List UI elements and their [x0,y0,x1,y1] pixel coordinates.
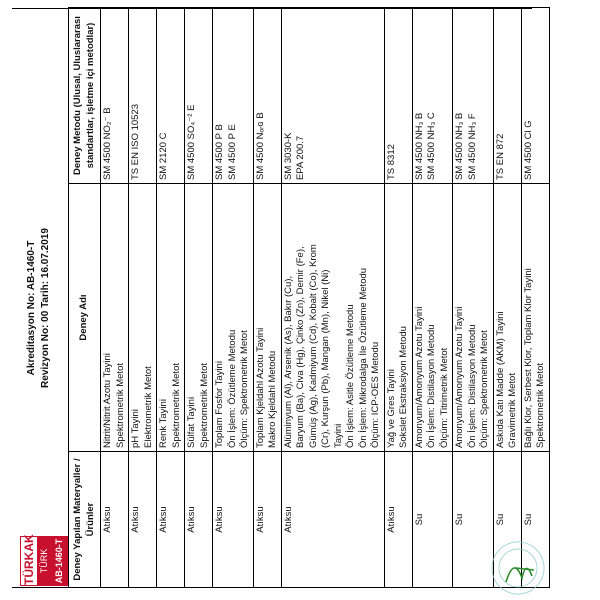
test-name-line: Ölçüm: Titrimetrik Metot [438,347,450,448]
test-name-line: Ön İşlem: Distilasyon Metodu [426,324,437,448]
test-method-line: SM 4500 NH₃ C [426,112,437,180]
table-row [281,8,384,588]
test-method-line: TS EN ISO 10523 [130,103,141,180]
test-name-cell [281,184,384,452]
table-row [213,8,254,588]
test-method-cell [412,8,453,184]
column-header-test-method: Deney Metodu (Ulusal, Uluslararası standartlar, işletme içi metodlar) [69,8,101,184]
test-name-line: Spektrometrik Metot [198,363,210,448]
test-name-line: Amonyum/Amonyum Azotu Tayini [454,306,465,448]
logo-brand-text: TÜRKAK [22,534,36,585]
test-name-line: Nitrit/Nitrit Azotu Tayini [102,353,113,448]
test-name-line: Spektrometrik Metot [170,363,182,448]
table-row [521,8,549,588]
accreditation-sheet [12,8,546,588]
test-method-line: SM 4500 Nₒᵣɢ B [254,112,266,180]
test-name-line: Ölçüm: Spektrometrik Metot [239,330,250,448]
material-cell: Atıksu [157,452,185,588]
test-name-line: Spektrometrik Metot [535,363,546,448]
test-name-cell [101,184,129,452]
test-method-line: SM 4500 NH₃ B [413,112,425,180]
test-method-line: SM 2120 C [158,132,169,180]
test-method-cell [213,8,254,184]
test-name-line: Renk Tayini [158,399,169,448]
test-name-line: pH Tayini [130,409,141,448]
test-name-cell [384,184,412,452]
test-name-cell [157,184,185,452]
test-name-cell [521,184,549,452]
test-method-line: SM 4500 NH₃ F [466,113,478,180]
table-body [101,8,550,588]
table-row [412,8,453,588]
table-row [253,8,281,588]
test-name-line: (Cr), Kurşun (Pb), Mangan (Mn), Nikel (Ni) [320,269,331,448]
test-name-line: Askıda Katı Madde (AKM) Tayini [494,311,506,448]
test-method-cell [101,8,129,184]
column-header-material: Deney Yapılan Materyaller / Ürünler [69,452,101,588]
test-name-cell [253,184,281,452]
test-method-line: SM 4500 P E [226,124,238,180]
test-name-line: Ölçüm: ICP-OES Metodu [370,341,381,448]
test-method-cell [185,8,213,184]
test-method-cell [453,8,494,184]
test-name-line: Alüminyum (Al), Arsenik (As), Bakır (Cu), [282,275,294,448]
table-row [101,8,129,588]
test-name-cell [213,184,254,452]
test-method-line: SM 4500 NO₂⁻ B [102,107,113,180]
revision-info: Revizyon No: 00 Tarih: 16.07.2019 [40,228,51,388]
test-method-cell [129,8,157,184]
test-method-line: SM 4500 NH₃ B [454,112,465,180]
test-method-line: EPA 200.7 [295,135,306,180]
test-method-cell [384,8,412,184]
test-name-line: Tayini [332,423,344,448]
test-name-line: Sokslet Ekstraksiyon Metodu [398,326,409,448]
test-name-line: Amonyum/Amonyum Azotu Tayini [413,306,425,448]
table-row [384,8,412,588]
accreditation-number: Akreditasyon No: AB-1460-T [26,240,37,376]
table-row [129,8,157,588]
test-name-line: Baryum (Ba), Civa (Hg), Çinko (Zn), Demir (Fe), [295,246,306,448]
test-method-cell [157,8,185,184]
test-name-line: Gravimetrik Metot [507,373,518,448]
material-cell: Su [453,452,494,588]
test-method-line: TS 8312 [385,144,397,180]
test-name-line: Ön İşlem: Özütleme Metodu [226,329,238,448]
test-name-line: Ölçüm: Spektrometrik Metot [479,330,490,448]
test-method-cell [281,8,384,184]
material-cell: Atıksu [213,452,254,588]
test-method-line: SM 4500 SO₄⁻² E [186,104,197,180]
test-method-cell [521,8,549,184]
test-method-line: SM 4500 Cl G [522,120,534,180]
table-row [453,8,494,588]
test-name-line: Gümüş (Ag), Kadmiyum (Cd), Kobalt (Co), Krom [307,244,319,448]
table-row [185,8,213,588]
test-name-line: Ön İşlem: Mikrodalga İle Özütleme Metodu [357,267,369,448]
turkak-logo [20,536,68,586]
test-name-cell [412,184,453,452]
logo-mark-text: TÜRK [37,537,51,585]
test-name-line: Toplam Fosfor Tayini [214,361,225,448]
material-cell: Atıksu [185,452,213,588]
logo-code-text: AB-1460-T [51,537,67,585]
table-header-row [69,8,101,588]
test-name-line: Yağ ve Gres Tayini [385,369,397,448]
test-name-line: Ön İşlem: Asitle Özütleme Metodu [345,304,356,448]
material-cell: Atıksu [384,452,412,588]
table-row [493,8,521,588]
test-method-line: TS EN 872 [494,133,506,180]
material-cell: Su [412,452,453,588]
test-name-line: Toplam Kjeldahl Azotu Tayini [254,327,266,448]
test-method-cell [493,8,521,184]
test-name-cell [453,184,494,452]
test-method-cell [253,8,281,184]
test-name-cell [129,184,157,452]
test-name-line: Sülfat Tayini [186,396,197,448]
material-cell: Atıksu [281,452,384,588]
test-name-cell [185,184,213,452]
accreditation-scope-table [68,7,550,588]
material-cell: Atıksu [253,452,281,588]
test-name-line: Ön İşlem: Distilasyon Metodu [466,324,478,448]
test-name-cell [493,184,521,452]
material-cell: Su [521,452,549,588]
material-cell: Atıksu [129,452,157,588]
material-cell: Su [493,452,521,588]
test-method-line: SM 4500 P B [214,124,225,180]
table-row [157,8,185,588]
material-cell: Atıksu [101,452,129,588]
test-name-line: Bağlı Klor, Serbest Klor, Toplam Klor Tayini [522,268,534,448]
test-method-line: SM 3030-K [282,132,294,180]
test-name-line: Spektrometrik Metot [114,363,126,448]
test-name-line: Makro Kjeldahl Metodu [267,350,278,448]
test-name-line: Elektrometrik Metot [142,366,154,448]
column-header-test-name: Deney Adı [69,184,101,452]
